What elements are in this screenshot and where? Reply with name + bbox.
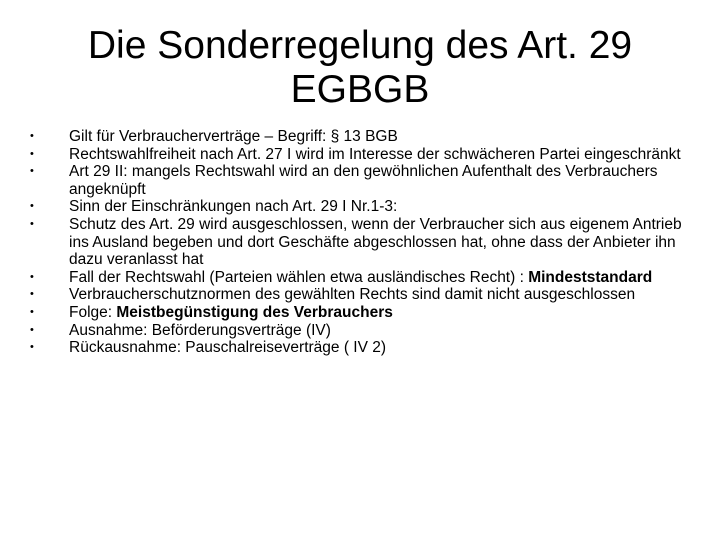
bullet-list: [30, 128, 700, 357]
bullet-icon: •: [30, 288, 34, 301]
bullet-text: Ausnahme: Beförderungsverträge (IV): [69, 321, 331, 339]
bullet-item: [30, 216, 700, 269]
bullet-item: [30, 304, 700, 322]
bullet-icon: •: [30, 217, 34, 230]
bullet-text: Sinn der Einschränkungen nach Art. 29 I Nr.1-3:: [69, 198, 398, 216]
bullet-text: Art 29 II: mangels Rechtswahl wird an den gewöhnlichen Aufenthalt des Verbrauchers angeknüpft: [69, 163, 658, 198]
bullet-icon: •: [30, 165, 34, 178]
bullet-text: Gilt für Verbraucherverträge – Begriff: § 13 BGB: [69, 128, 398, 145]
slide-title: [36, 24, 684, 112]
bullet-text: Folge:: [69, 303, 117, 321]
bullet-bold-text: Meistbegünstigung des Verbrauchers: [116, 303, 393, 321]
bullet-item: [30, 339, 700, 357]
bullet-icon: •: [30, 341, 34, 354]
bullet-item: [30, 128, 700, 146]
bullet-icon: •: [30, 200, 34, 213]
bullet-item: [30, 198, 700, 216]
bullet-item: [30, 146, 700, 164]
bullet-item: [30, 163, 700, 198]
bullet-text: Rechtswahlfreiheit nach Art. 27 I wird im Interesse der schwächeren Partei eingeschränkt: [69, 145, 681, 163]
slide-title-line-2: EGBGB: [290, 68, 430, 111]
bullet-text: Verbraucherschutznormen des gewählten Rechts sind damit nicht ausgeschlossen: [69, 286, 636, 304]
bullet-text: Rückausnahme: Pauschalreiseverträge ( IV 2): [69, 339, 387, 357]
bullet-item: [30, 286, 700, 304]
bullet-icon: •: [30, 270, 34, 283]
bullet-icon: •: [30, 147, 34, 160]
bullet-item: [30, 269, 700, 287]
slide-title-line-1: Die Sonderregelung des Art. 29: [87, 24, 633, 67]
bullet-text: Schutz des Art. 29 wird ausgeschlossen, wenn der Verbraucher sich aus eigenem Antrieb ins Ausland begeben und dort Geschäfte abgeschlossen hat, ohne dass der Anbieter ihn dazu veranlasst hat: [69, 215, 682, 269]
bullet-icon: •: [30, 130, 34, 142]
bullet-bold-text: Mindeststandard: [528, 268, 653, 286]
bullet-text: Fall der Rechtswahl (Parteien wählen etwa ausländisches Recht) :: [69, 268, 529, 286]
bullet-item: [30, 322, 700, 340]
bullet-icon: •: [30, 305, 34, 318]
bullet-icon: •: [30, 323, 34, 336]
